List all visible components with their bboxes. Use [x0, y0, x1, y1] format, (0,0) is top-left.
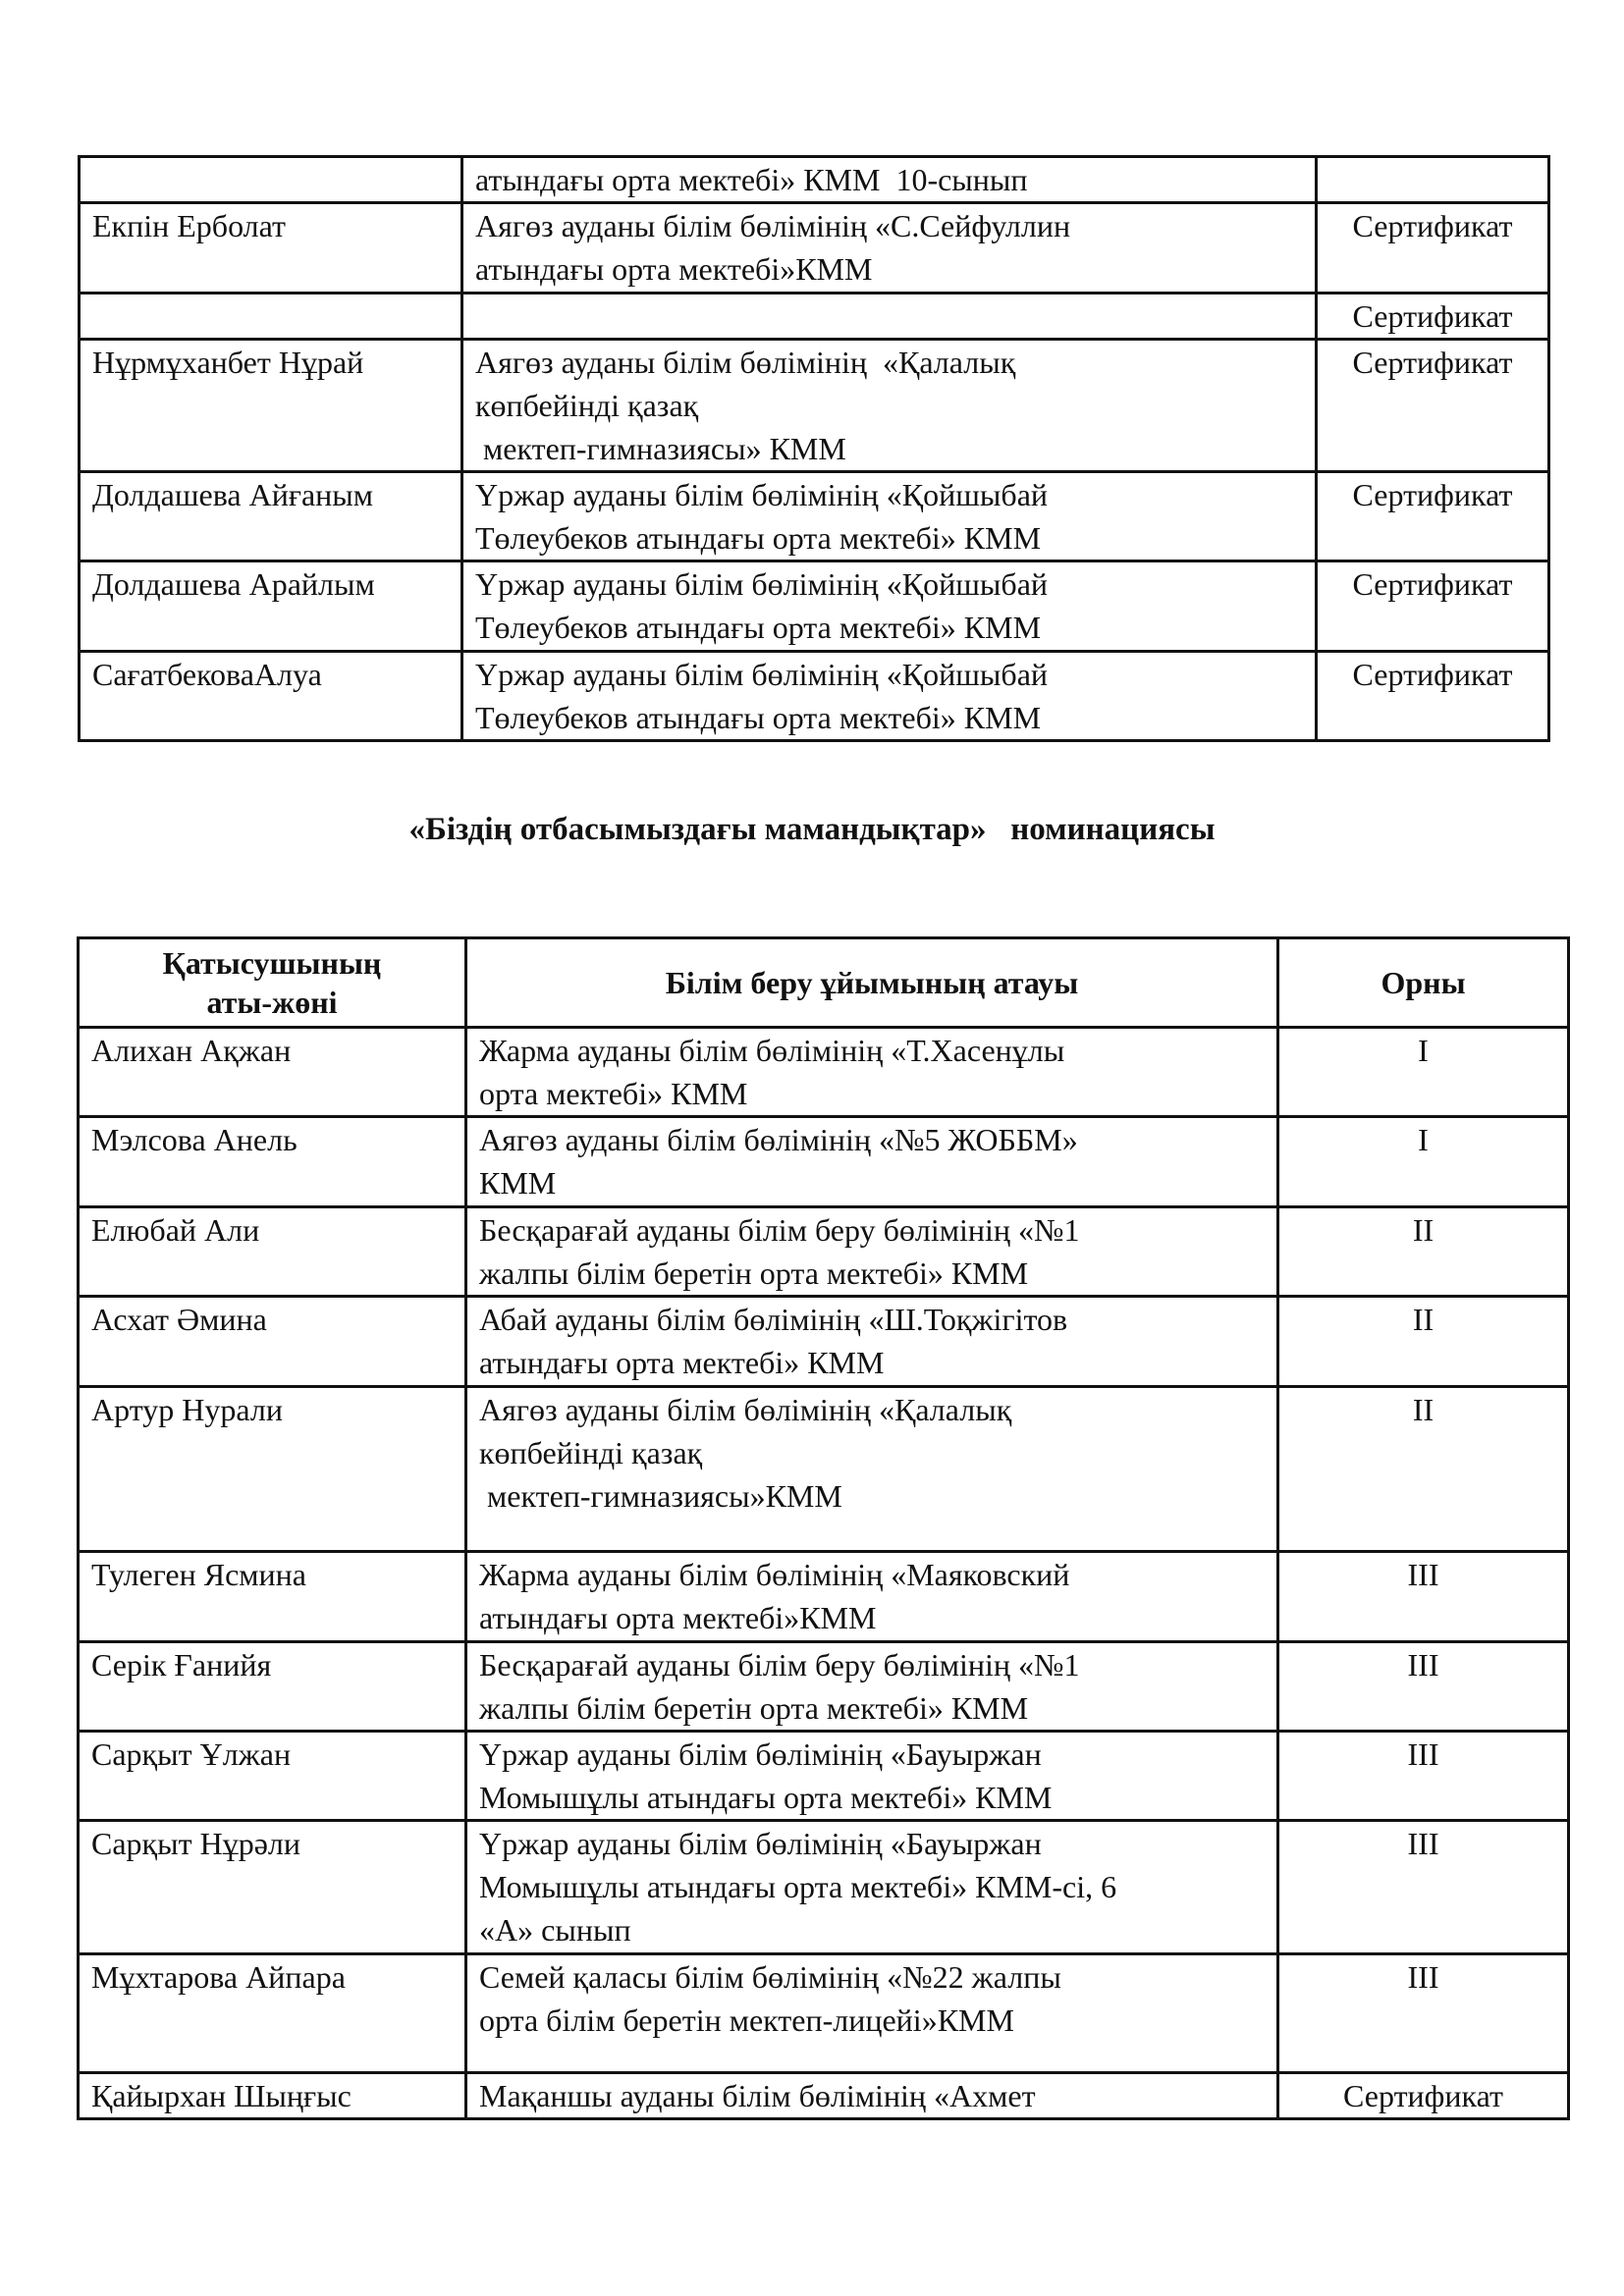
- table-row: [80, 157, 1549, 203]
- organization-line: Момышұлы атындағы орта мектебі» КММ: [479, 1780, 1053, 1815]
- table-row: [79, 1642, 1569, 1732]
- nomination-title: «Біздің отбасымыздағы мамандықтар» номинациясы: [408, 812, 1216, 847]
- organization-line: Бесқарағай ауданы білім беру бөлімінің «№1: [479, 1647, 1080, 1682]
- organization-line: Үржар ауданы білім бөлімінің «Қойшыбай: [475, 657, 1049, 692]
- organization-line: атындағы орта мектебі»КММ: [479, 1600, 877, 1635]
- result-cell: [1317, 157, 1549, 203]
- organization-line: мектеп-гимназиясы»КММ: [479, 1478, 842, 1514]
- place-cell: I: [1278, 1028, 1569, 1117]
- organization-line: атындағы орта мектебі» КММ 10-сынып: [475, 162, 1028, 197]
- organization-name: [462, 472, 1317, 561]
- organization-line: Үржар ауданы білім бөлімінің «Бауыржан: [479, 1736, 1042, 1772]
- place-cell: I: [1278, 1117, 1569, 1207]
- organization-line: Аягөз ауданы білім бөлімінің «Қалалық: [479, 1392, 1012, 1427]
- organization-line: Аягөз ауданы білім бөлімінің «№5 ЖОББМ»: [479, 1122, 1078, 1157]
- organization-name: [466, 1642, 1278, 1732]
- participant-name: Қайырхан Шыңғыс: [79, 2073, 466, 2119]
- table-row: [79, 2073, 1569, 2119]
- table-row: [79, 1552, 1569, 1642]
- organization-name: [466, 1028, 1278, 1117]
- participant-name: Серік Ғанийя: [79, 1642, 466, 1732]
- participant-name: Сарқыт Ұлжан: [79, 1732, 466, 1821]
- organization-line: Төлеубеков атындағы орта мектебі» КММ: [475, 700, 1042, 735]
- organization-line: көпбейінді қазақ: [479, 1435, 703, 1470]
- organization-name: [462, 157, 1317, 203]
- organization-name: [462, 294, 1317, 340]
- table-row: [79, 1028, 1569, 1117]
- participant-name: Елюбай Али: [79, 1207, 466, 1297]
- table-row: [79, 1821, 1569, 1954]
- participant-name: [80, 157, 462, 203]
- participant-name: Долдашева Арайлым: [80, 561, 462, 652]
- organization-line: Жарма ауданы білім бөлімінің «Т.Хасенұлы: [479, 1033, 1065, 1068]
- table-row: [80, 652, 1549, 741]
- header-name-line: аты-жөні: [206, 985, 338, 1020]
- organization-name: [466, 1117, 1278, 1207]
- result-cell: Сертификат: [1317, 294, 1549, 340]
- results-table-continued: [78, 155, 1550, 742]
- participant-name: Екпін Ерболат: [80, 203, 462, 294]
- place-cell: II: [1278, 1207, 1569, 1297]
- organization-line: Төлеубеков атындағы орта мектебі» КММ: [475, 610, 1042, 645]
- nomination-results-table: [77, 936, 1570, 2120]
- participant-name: СағатбековаАлуа: [80, 652, 462, 741]
- participant-name: Сарқыт Нұрәли: [79, 1821, 466, 1954]
- organization-line: Аягөз ауданы білім бөлімінің «С.Сейфуллин: [475, 208, 1071, 243]
- participant-name: Нұрмұханбет Нұрай: [80, 340, 462, 472]
- organization-name: [466, 2073, 1278, 2119]
- result-cell: Сертификат: [1317, 472, 1549, 561]
- participant-name: [80, 294, 462, 340]
- table-header-row: [79, 938, 1569, 1028]
- result-cell: Сертификат: [1317, 340, 1549, 472]
- table-row: [79, 1297, 1569, 1387]
- organization-line: мектеп-гимназиясы» КММ: [475, 431, 846, 466]
- organization-line: Бесқарағай ауданы білім беру бөлімінің «№1: [479, 1212, 1080, 1248]
- table-row: [80, 340, 1549, 472]
- table-row: [79, 1117, 1569, 1207]
- result-cell: Сертификат: [1317, 203, 1549, 294]
- header-name-line: Қатысушының: [162, 945, 382, 981]
- table-row: [80, 561, 1549, 652]
- organization-name: [466, 1954, 1278, 2073]
- table-row: [79, 1732, 1569, 1821]
- organization-line: Аягөз ауданы білім бөлімінің «Қалалық: [475, 345, 1016, 380]
- table-row: [79, 1954, 1569, 2073]
- table-row: [79, 1207, 1569, 1297]
- place-cell: III: [1278, 1821, 1569, 1954]
- participant-name: Асхат Әмина: [79, 1297, 466, 1387]
- table-row: [80, 203, 1549, 294]
- organization-line: Семей қаласы білім бөлімінің «№22 жалпы: [479, 1959, 1061, 1995]
- organization-name: [466, 1387, 1278, 1552]
- organization-name: [462, 561, 1317, 652]
- organization-line: КММ: [479, 1165, 557, 1201]
- place-cell: III: [1278, 1954, 1569, 2073]
- place-cell: III: [1278, 1732, 1569, 1821]
- organization-name: [462, 340, 1317, 472]
- organization-line: Жарма ауданы білім бөлімінің «Маяковский: [479, 1557, 1070, 1592]
- organization-line: орта мектебі» КММ: [479, 1076, 748, 1111]
- participant-name: Артур Нурали: [79, 1387, 466, 1552]
- place-cell: III: [1278, 1552, 1569, 1642]
- organization-line: Абай ауданы білім бөлімінің «Ш.Тоқжігітов: [479, 1302, 1068, 1337]
- table-row: [80, 294, 1549, 340]
- organization-line: жалпы білім беретін орта мектебі» КММ: [479, 1255, 1029, 1291]
- organization-line: Үржар ауданы білім бөлімінің «Қойшыбай: [475, 477, 1049, 512]
- result-cell: Сертификат: [1317, 652, 1549, 741]
- participant-name: Алихан Ақжан: [79, 1028, 466, 1117]
- participant-name: Мэлсова Анель: [79, 1117, 466, 1207]
- place-cell: II: [1278, 1387, 1569, 1552]
- place-cell: III: [1278, 1642, 1569, 1732]
- organization-line: жалпы білім беретін орта мектебі» КММ: [479, 1690, 1029, 1726]
- organization-name: [466, 1297, 1278, 1387]
- organization-name: [466, 1821, 1278, 1954]
- organization-line: атындағы орта мектебі» КММ: [479, 1345, 885, 1380]
- organization-line: көпбейінді қазақ: [475, 388, 699, 423]
- place-cell: II: [1278, 1297, 1569, 1387]
- organization-name: [466, 1552, 1278, 1642]
- participant-name: Мұхтарова Айпара: [79, 1954, 466, 2073]
- organization-line: атындағы орта мектебі»КММ: [475, 251, 873, 287]
- result-cell: Сертификат: [1317, 561, 1549, 652]
- header-participant-name: [79, 938, 466, 1028]
- table-row: [79, 1387, 1569, 1552]
- header-place: Орны: [1278, 938, 1569, 1028]
- organization-name: [462, 652, 1317, 741]
- organization-line: Мақаншы ауданы білім бөлімінің «Ахмет: [479, 2078, 1036, 2113]
- organization-line: орта білім беретін мектеп-лицейі»КММ: [479, 2002, 1014, 2038]
- organization-name: [466, 1732, 1278, 1821]
- place-cell: Сертификат: [1278, 2073, 1569, 2119]
- participant-name: Тулеген Ясмина: [79, 1552, 466, 1642]
- organization-line: «А» сынып: [479, 1912, 631, 1948]
- participant-name: Долдашева Айғаным: [80, 472, 462, 561]
- organization-name: [462, 203, 1317, 294]
- table-row: [80, 472, 1549, 561]
- organization-name: [466, 1207, 1278, 1297]
- organization-line: Үржар ауданы білім бөлімінің «Бауыржан: [479, 1826, 1042, 1861]
- organization-line: Момышұлы атындағы орта мектебі» КММ-сі, 6: [479, 1869, 1117, 1904]
- organization-line: Үржар ауданы білім бөлімінің «Қойшыбай: [475, 566, 1049, 602]
- organization-line: Төлеубеков атындағы орта мектебі» КММ: [475, 520, 1042, 556]
- header-organization: Білім беру ұйымының атауы: [466, 938, 1278, 1028]
